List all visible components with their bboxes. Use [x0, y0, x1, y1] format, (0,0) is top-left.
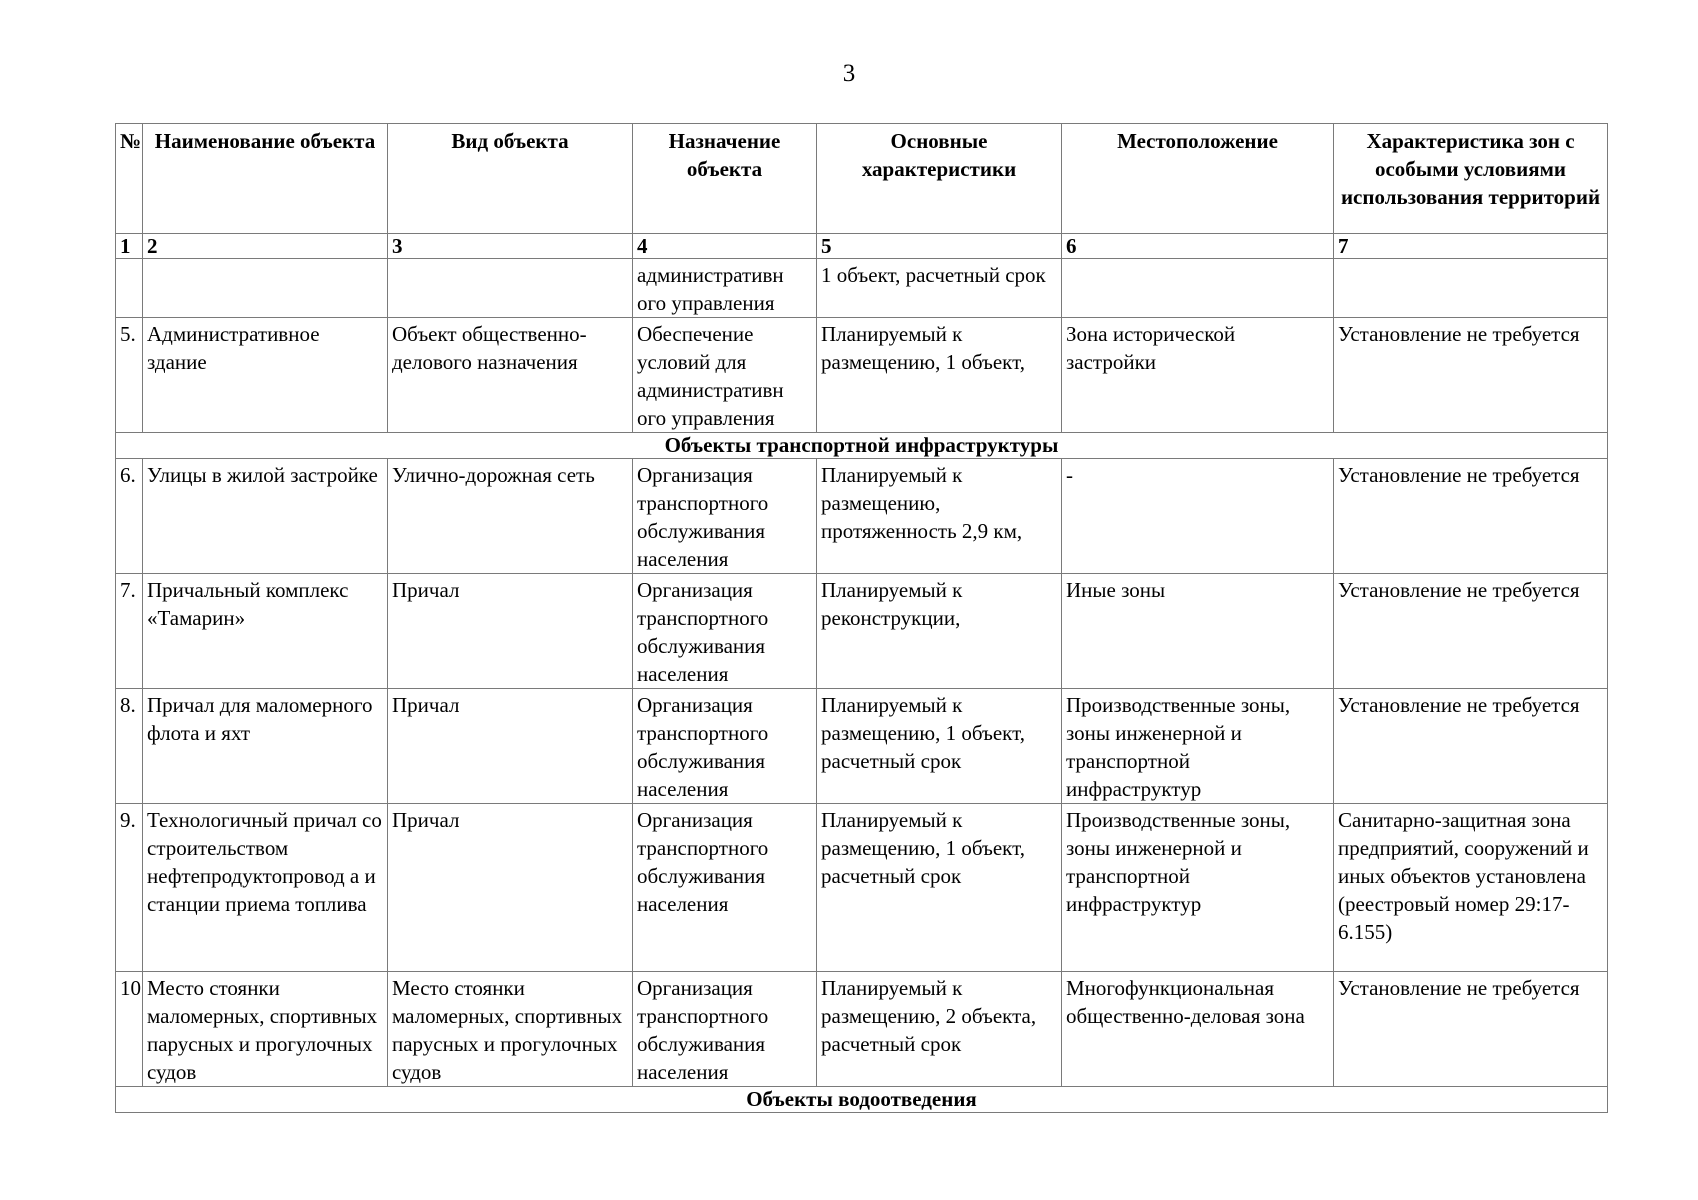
table-row — [116, 689, 1608, 804]
header-purpose: Назначение объекта — [633, 124, 817, 234]
row-number: 5. — [116, 318, 143, 433]
object-characteristics: Планируемый к размещению, 1 объект, — [817, 318, 1062, 433]
object-name: Причальный комплекс «Тамарин» — [143, 574, 388, 689]
table-row — [116, 318, 1608, 433]
object-location: Иные зоны — [1062, 574, 1334, 689]
row-number: 8. — [116, 689, 143, 804]
object-location: Многофункциональная общественно-деловая зона — [1062, 972, 1334, 1087]
object-purpose: Организация транспортного обслуживания населения — [633, 459, 817, 574]
column-number: 4 — [633, 234, 817, 259]
object-zones: Установление не требуется — [1334, 459, 1608, 574]
object-name: Административное здание — [143, 318, 388, 433]
object-purpose: Организация транспортного обслуживания населения — [633, 804, 817, 972]
object-characteristics: Планируемый к реконструкции, — [817, 574, 1062, 689]
object-kind: Причал — [388, 804, 633, 972]
object-kind: Причал — [388, 689, 633, 804]
table-header-row — [116, 124, 1608, 234]
column-number: 6 — [1062, 234, 1334, 259]
object-kind: Улично-дорожная сеть — [388, 459, 633, 574]
object-purpose: административн ого управления — [633, 259, 817, 318]
column-number: 5 — [817, 234, 1062, 259]
object-name — [143, 259, 388, 318]
object-purpose: Обеспечение условий для административн ого управления — [633, 318, 817, 433]
object-location: Производственные зоны, зоны инженерной и транспортной инфраструктур — [1062, 804, 1334, 972]
objects-table — [115, 123, 1608, 1113]
object-kind: Место стоянки маломерных, спортивных парусных и прогулочных судов — [388, 972, 633, 1087]
header-zones: Характеристика зон с особыми условиями использования территорий — [1334, 124, 1608, 234]
object-zones: Установление не требуется — [1334, 574, 1608, 689]
object-kind: Причал — [388, 574, 633, 689]
object-kind — [388, 259, 633, 318]
object-zones: Установление не требуется — [1334, 318, 1608, 433]
object-zones: Установление не требуется — [1334, 689, 1608, 804]
row-number: 6. — [116, 459, 143, 574]
table-row — [116, 804, 1608, 972]
object-name: Технологичный причал со строительством нефтепродуктопровод а и станции приема топлива — [143, 804, 388, 972]
section-row — [116, 1087, 1608, 1113]
object-characteristics: Планируемый к размещению, 1 объект, расчетный срок — [817, 689, 1062, 804]
object-name: Место стоянки маломерных, спортивных парусных и прогулочных судов — [143, 972, 388, 1087]
table-row — [116, 459, 1608, 574]
section-title-sewage: Объекты водоотведения — [116, 1087, 1608, 1113]
object-characteristics: Планируемый к размещению, 1 объект, расчетный срок — [817, 804, 1062, 972]
object-zones: Санитарно-защитная зона предприятий, сооружений и иных объектов установлена (реестровый номер 29:17-6.155) — [1334, 804, 1608, 972]
table-row — [116, 259, 1608, 318]
object-location: Производственные зоны, зоны инженерной и транспортной инфраструктур — [1062, 689, 1334, 804]
header-name: Наименование объекта — [143, 124, 388, 234]
page-number: 3 — [842, 60, 856, 87]
column-number: 2 — [143, 234, 388, 259]
object-characteristics: Планируемый к размещению, протяженность 2,9 км, — [817, 459, 1062, 574]
object-kind: Объект общественно-делового назначения — [388, 318, 633, 433]
object-purpose: Организация транспортного обслуживания населения — [633, 689, 817, 804]
column-number: 3 — [388, 234, 633, 259]
section-title-transport: Объекты транспортной инфраструктуры — [116, 433, 1608, 459]
object-location: Зона исторической застройки — [1062, 318, 1334, 433]
column-number: 1 — [116, 234, 143, 259]
table-row — [116, 972, 1608, 1087]
object-characteristics: Планируемый к размещению, 2 объекта, расчетный срок — [817, 972, 1062, 1087]
object-zones: Установление не требуется — [1334, 972, 1608, 1087]
column-number-row — [116, 234, 1608, 259]
row-number: 7. — [116, 574, 143, 689]
object-name: Причал для маломерного флота и яхт — [143, 689, 388, 804]
object-purpose: Организация транспортного обслуживания населения — [633, 574, 817, 689]
object-purpose: Организация транспортного обслуживания населения — [633, 972, 817, 1087]
object-location: - — [1062, 459, 1334, 574]
object-characteristics: 1 объект, расчетный срок — [817, 259, 1062, 318]
header-kind: Вид объекта — [388, 124, 633, 234]
object-name: Улицы в жилой застройке — [143, 459, 388, 574]
row-number — [116, 259, 143, 318]
column-number: 7 — [1334, 234, 1608, 259]
object-location — [1062, 259, 1334, 318]
table-row — [116, 574, 1608, 689]
header-characteristics: Основные характеристики — [817, 124, 1062, 234]
row-number: 9. — [116, 804, 143, 972]
header-location: Местоположение — [1062, 124, 1334, 234]
row-number: 10 — [116, 972, 143, 1087]
section-row — [116, 433, 1608, 459]
header-number: № — [116, 124, 143, 234]
object-zones — [1334, 259, 1608, 318]
